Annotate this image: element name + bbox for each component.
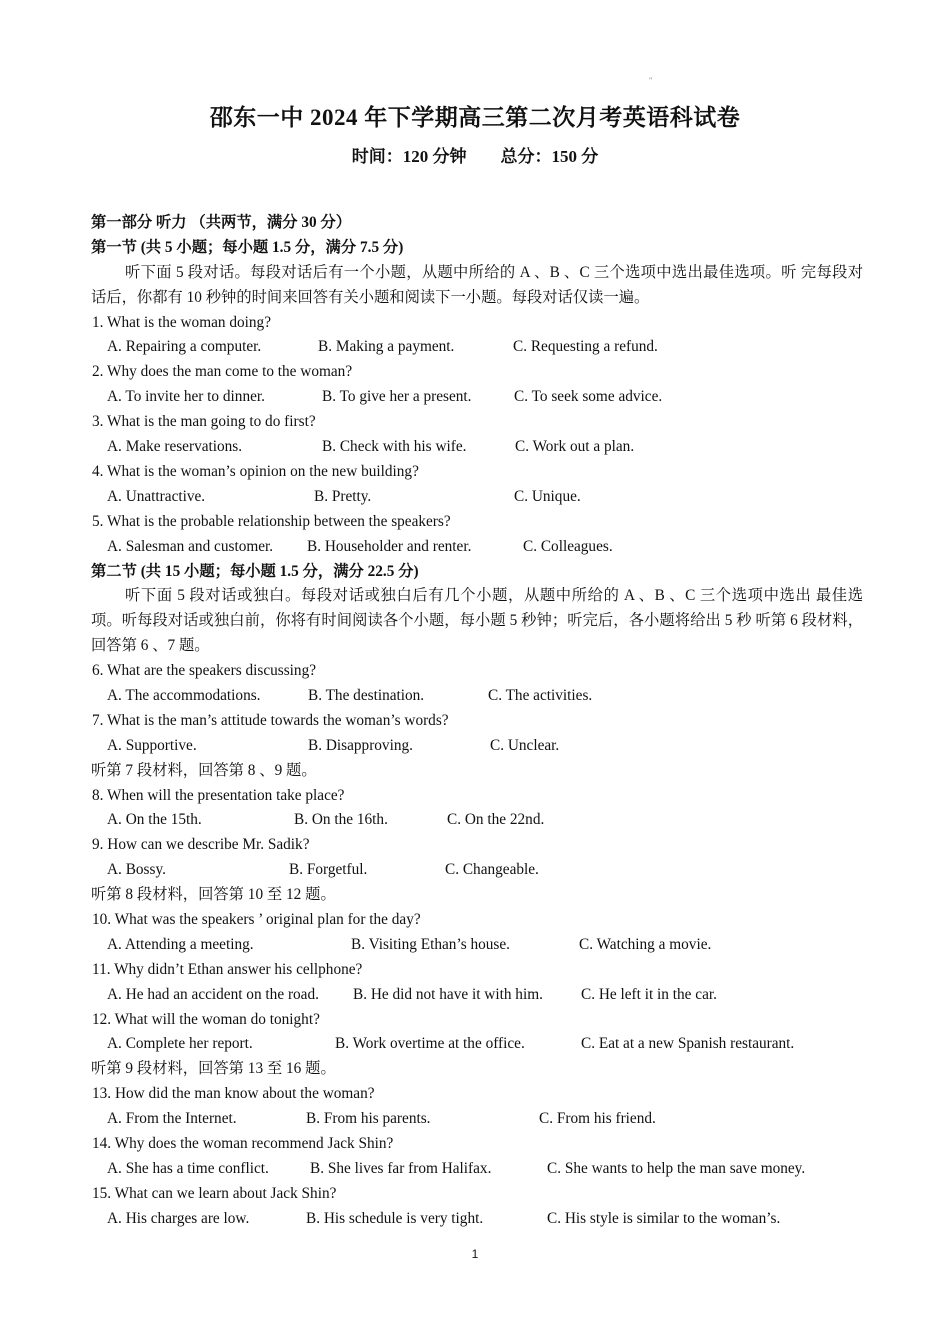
- option-a: A. Attending a meeting.: [107, 935, 254, 953]
- material-8-note: 听第 8 段材料，回答第 10 至 12 题。: [91, 886, 336, 904]
- option-c: C. To seek some advice.: [514, 388, 663, 406]
- option-a: A. His charges are low.: [107, 1209, 250, 1227]
- options-15: [91, 1207, 863, 1232]
- option-b: B. To give her a present.: [322, 388, 472, 406]
- options-1: [91, 335, 863, 360]
- option-c: C. His style is similar to the woman’s.: [547, 1209, 781, 1227]
- option-b: B. He did not have it with him.: [353, 985, 543, 1003]
- option-a: A. On the 15th.: [107, 811, 202, 829]
- exam-title: 邵东一中 2024 年下学期高三第二次月考英语科试卷: [209, 105, 741, 130]
- option-c: C. On the 22nd.: [447, 811, 545, 829]
- options-9: [91, 858, 863, 883]
- option-c: C. Requesting a refund.: [513, 338, 658, 356]
- section2-heading: 第二节 (共 15 小题；每小题 1.5 分，满分 22.5 分): [91, 562, 419, 580]
- option-b: B. From his parents.: [306, 1110, 431, 1128]
- material-7-note: 听第 7 段材料，回答第 8 、9 题。: [91, 761, 317, 779]
- option-a: A. She has a time conflict.: [107, 1159, 269, 1177]
- options-12: [91, 1032, 863, 1057]
- question-7: 7. What is the man’s attitude towards the woman’s words?: [92, 711, 449, 729]
- options-8: [91, 808, 863, 833]
- question-3: 3. What is the man going to do first?: [92, 413, 316, 431]
- options-2: [91, 385, 863, 410]
- question-8: 8. When will the presentation take place?: [92, 786, 345, 804]
- options-4: [91, 485, 863, 510]
- option-b: B. Disapproving.: [308, 736, 413, 754]
- option-c: C. Unique.: [514, 487, 581, 505]
- option-c: C. From his friend.: [539, 1110, 656, 1128]
- exam-subtitle: [0, 142, 950, 167]
- exam-content: [91, 211, 863, 1232]
- part1-heading: 第一部分 听力 （共两节，满分 30 分）: [91, 214, 352, 231]
- option-b: B. Work overtime at the office.: [335, 1035, 525, 1053]
- option-c: C. Work out a plan.: [515, 438, 635, 456]
- option-c: C. Unclear.: [490, 736, 560, 754]
- options-10: [91, 933, 863, 958]
- options-13: [91, 1107, 863, 1132]
- option-b: B. Forgetful.: [289, 861, 368, 879]
- question-14: 14. Why does the woman recommend Jack Shin?: [92, 1135, 394, 1153]
- section1-instructions: 听下面 5 段对话。每段对话后有一个小题，从题中所给的 A 、B 、C 三个选项中选出最佳选项。听 完每段对话后，你都有 10 秒钟的时间来回答有关小题和阅读下一小题。每段对话仅读一遍。: [91, 263, 863, 306]
- option-b: B. The destination.: [308, 687, 425, 704]
- option-b: B. Check with his wife.: [322, 438, 467, 456]
- options-14: [91, 1157, 863, 1182]
- option-b: B. His schedule is very tight.: [306, 1209, 484, 1227]
- option-a: A. To invite her to dinner.: [107, 388, 265, 406]
- option-b: B. Visiting Ethan’s house.: [351, 935, 510, 953]
- options-5: [91, 535, 863, 560]
- options-6: [91, 684, 863, 709]
- question-5: 5. What is the probable relationship between the speakers?: [92, 512, 451, 530]
- option-a: A. Salesman and customer.: [107, 537, 274, 555]
- option-c: C. Changeable.: [445, 861, 539, 879]
- option-c: C. Colleagues.: [523, 537, 613, 555]
- options-3: [91, 435, 863, 460]
- material-9-note: 听第 9 段材料，回答第 13 至 16 题。: [91, 1060, 336, 1078]
- section2-instructions: 听下面 5 段对话或独白。每段对话或独白后有几个小题，从题中所给的 A 、B 、C 三个选项中选出 最佳选项。听每段对话或独白前，你将有时间阅读各个小题，每小题 5 秒钟；听完后，各小题将给出 5 秒 听第 6 段材料，回答第 6 、7 题。: [91, 587, 863, 655]
- option-a: A. Make reservations.: [107, 438, 243, 456]
- option-a: A. Repairing a computer.: [107, 338, 262, 356]
- option-a: A. Supportive.: [107, 736, 197, 754]
- option-b: B. Householder and renter.: [307, 537, 472, 555]
- options-7: [91, 734, 863, 759]
- option-a: A. He had an accident on the road.: [107, 985, 319, 1003]
- option-c: C. Eat at a new Spanish restaurant.: [581, 1035, 795, 1053]
- header-mark: ": [649, 76, 653, 85]
- option-b: B. On the 16th.: [294, 811, 388, 829]
- page-number: 1: [471, 1247, 479, 1261]
- section1-heading: 第一节 (共 5 小题；每小题 1.5 分，满分 7.5 分): [91, 238, 404, 256]
- question-4: 4. What is the woman’s opinion on the new building?: [92, 462, 419, 480]
- time-label: 时间：120 分钟: [351, 147, 467, 166]
- question-10: 10. What was the speakers ’ original plan for the day?: [92, 911, 421, 929]
- question-11: 11. Why didn’t Ethan answer his cellphone?: [92, 960, 363, 978]
- option-c: C. He left it in the car.: [581, 985, 717, 1003]
- question-2: 2. Why does the man come to the woman?: [92, 363, 353, 381]
- option-b: B. Making a payment.: [318, 338, 455, 356]
- option-c: C. Watching a movie.: [579, 935, 712, 953]
- question-15: 15. What can we learn about Jack Shin?: [92, 1184, 337, 1202]
- score-label: 总分：150 分: [500, 147, 599, 166]
- option-c: C. The activities.: [488, 687, 593, 704]
- option-a: A. Unattractive.: [107, 487, 206, 505]
- option-a: A. Complete her report.: [107, 1035, 253, 1053]
- option-a: A. From the Internet.: [107, 1110, 237, 1128]
- option-a: A. The accommodations.: [107, 687, 261, 704]
- question-13: 13. How did the man know about the woman?: [92, 1085, 375, 1103]
- option-c: C. She wants to help the man save money.: [547, 1159, 806, 1177]
- option-a: A. Bossy.: [107, 861, 166, 879]
- option-b: B. She lives far from Halifax.: [310, 1159, 492, 1177]
- question-1: 1. What is the woman doing?: [92, 313, 271, 331]
- question-9: 9. How can we describe Mr. Sadik?: [92, 836, 310, 854]
- option-b: B. Pretty.: [314, 487, 372, 505]
- question-12: 12. What will the woman do tonight?: [92, 1010, 320, 1028]
- question-6: 6. What are the speakers discussing?: [92, 662, 317, 680]
- options-11: [91, 983, 863, 1008]
